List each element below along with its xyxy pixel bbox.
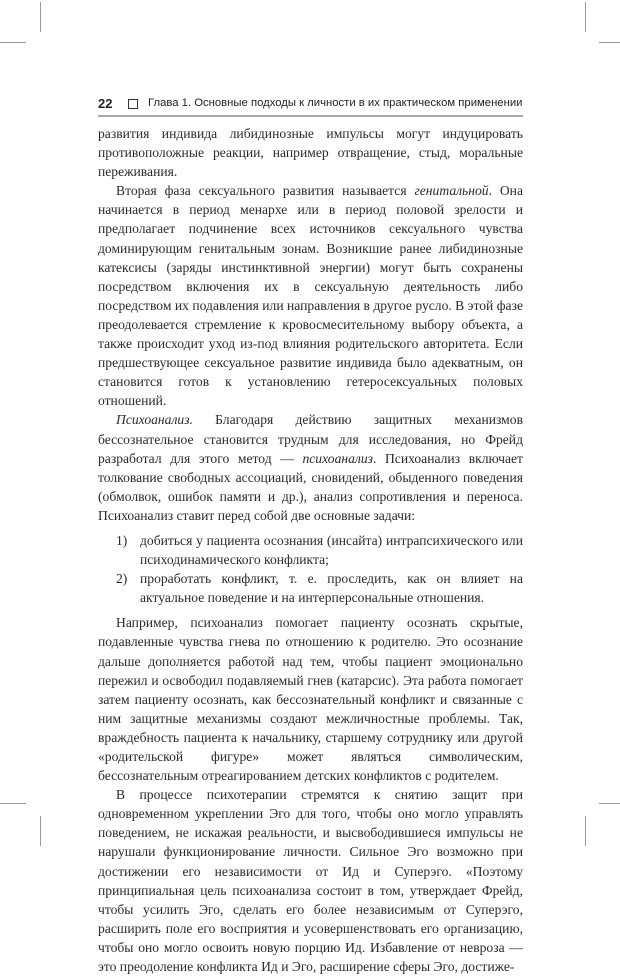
emphasis-term: психоанализ: [302, 450, 373, 466]
text-run: Благодаря действию защитных механизмов бессознательное становится трудным для исследования, но Фрейд разработал для этого метод —: [98, 412, 523, 466]
chapter-title: Глава 1. Основные подходы к личности в их практическом применении: [148, 97, 523, 109]
crop-mark-bottom-left-vertical: [40, 816, 41, 846]
hollow-square-icon: [128, 99, 138, 109]
crop-mark-bottom-right-horizontal: [599, 803, 620, 804]
tasks-list: [98, 531, 523, 607]
paragraph-example: Например, психоанализ помогает пациенту осознать скрытые, подавленные чувства гнева по отношению к родителю. Это осознание дальше дополняется работой над тем, чтобы пациент эмоционально пережил и освободил подавляемый гнев (катарсис). Эта работа помогает затем пациенту осознать, как бессознательный конфликт и связанные с ним защитные механизмы создают межличностные проблемы. Так, враждебность пациента к начальнику, старшему сотруднику или другой «родительской фигуре» может являться символическим, бессознательным отреагированием детских конфликтов с родителем.: [98, 615, 523, 784]
text-run: . Она начинается в период менархе или в период половой зрелости и предполагает подчинение всех источников сексуального чувства доминирующим генитальным зонам. Возникшие ранее либидинозные катексисы (заряды инстинктивной энергии) могут быть сохранены посредством включения их в сексуальную деятельность либо посредством их подавления или направления в другое русло. В этой фазе преодолевается стремление к кровосмесительному выбору объекта, а также происходит уход из-под влияния родительского авторитета. Если предшествующее сексуальное развитие индивида было адекватным, он становится готов к установлению гетеросексуальных половых отношений.: [98, 183, 523, 409]
section-run-in-heading: Психоанализ.: [116, 412, 193, 428]
list-item-text: проработать конфликт, т. е. проследить, как он влияет на актуальное поведение и на интерперсональные отношения.: [140, 571, 523, 606]
paragraph-psychotherapy: В процессе психотерапии стремятся к снятию защит при одновременном укреплении Эго для того, чтобы оно могло управлять поведением, не искажая реальности, и высвободившиеся импульсы не нарушали функционирование личности. Сильное Эго возможно при достижении его независимости от Ид и Суперэго. «Поэтому принципиальная цель психоанализа состоит в том, утверждает Фрейд, чтобы усилить Эго, сделать его более независимым от Суперэго, расширить поле его восприятия и усовершенствовать его организацию, чтобы оно могло освоить новую порцию Ид. Избавление от невроза — это преодоление конфликта Ид и Эго, расширение сферы Эго, достиже-: [98, 787, 523, 975]
crop-mark-top-left-horizontal: [0, 42, 26, 43]
text-run: . Психоанализ включает толкование свободных ассоциаций, сновидений, обыденного поведения (обмолвок, ошибок памяти и др.), анализ сопротивления и переноса. Психоанализ ставит перед собой две основные задачи:: [98, 450, 523, 523]
crop-mark-top-right-vertical: [585, 2, 586, 32]
crop-mark-bottom-left-horizontal: [0, 803, 26, 804]
crop-mark-top-left-vertical: [40, 2, 41, 32]
paragraph-continuation: развития индивида либидинозные импульсы могут индуцировать противоположные реакции, например отвращение, стыд, моральные переживания.: [98, 126, 523, 180]
paragraph-genital-phase: [98, 181, 523, 410]
body-text: [98, 124, 523, 976]
list-item: [98, 569, 523, 607]
list-item-text: добиться у пациента осознания (инсайта) интрапсихического или психодинамического конфликта;: [140, 532, 523, 568]
crop-mark-top-right-horizontal: [599, 42, 620, 43]
text-run: Вторая фаза сексуального развития называется: [116, 183, 415, 199]
crop-mark-bottom-right-vertical: [585, 816, 586, 846]
list-number: 2): [116, 571, 128, 587]
paragraph-psychoanalysis: [98, 410, 523, 525]
list-item: [98, 531, 523, 569]
running-header: [98, 96, 523, 117]
list-number: 1): [116, 532, 128, 548]
emphasis-term: генитальной: [414, 183, 489, 199]
page-number: 22: [98, 96, 113, 111]
